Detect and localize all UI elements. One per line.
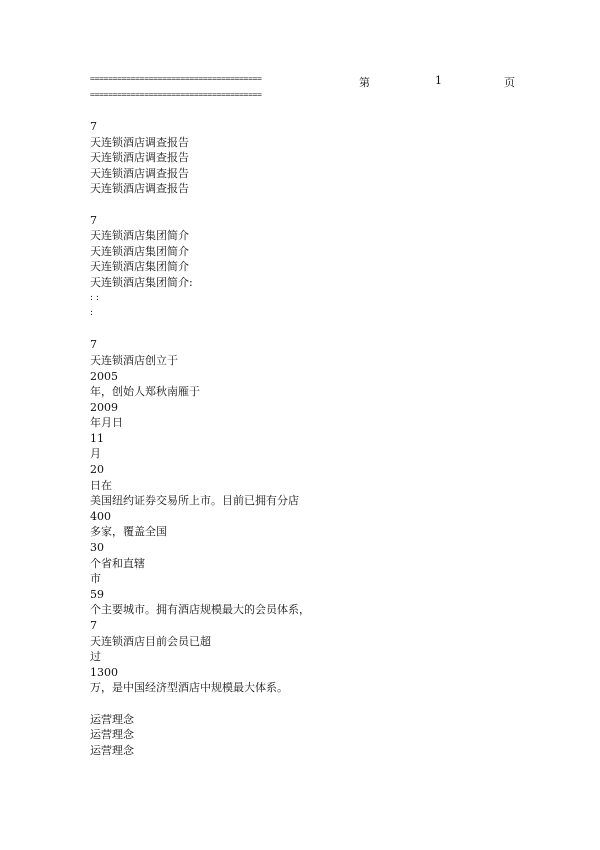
text-block	[90, 712, 530, 759]
text-line: 天连锁酒店调查报告	[90, 151, 189, 165]
header-rule-top: ======================================	[90, 74, 262, 83]
text-line: 天连锁酒店调查报告	[90, 166, 189, 180]
text-line: 过	[90, 650, 101, 664]
text-line: 运营理念	[90, 712, 134, 726]
text-block	[90, 337, 530, 696]
text-line: 20	[90, 463, 104, 477]
text-line: 天连锁酒店创立于	[90, 353, 178, 367]
text-line: 1300	[90, 665, 118, 679]
text-line: 30	[90, 541, 104, 555]
page-label-prefix: 第	[359, 76, 370, 89]
paragraph-gap	[90, 197, 530, 213]
text-line: 天连锁酒店调查报告	[90, 135, 189, 149]
paragraph-gap	[90, 322, 530, 338]
text-line: 7	[90, 213, 97, 227]
text-line: 7	[90, 120, 97, 133]
text-line: 天连锁酒店目前会员已超	[90, 634, 211, 648]
page-label-suffix: 页	[504, 76, 515, 89]
text-line: 运营理念	[90, 728, 134, 742]
text-line: :	[90, 308, 94, 319]
text-line: 天连锁酒店集团简介:	[90, 275, 193, 289]
header-rule-bottom: ======================================	[90, 90, 262, 99]
text-line: 400	[90, 509, 111, 523]
text-line: 2009	[90, 400, 118, 414]
text-line: : :	[90, 292, 99, 303]
page-header	[90, 74, 515, 106]
page-number: 1	[435, 74, 442, 87]
text-line: 个主要城市。拥有酒店规模最大的会员体系，	[90, 603, 310, 617]
text-line: 年，创始人郑秋南雁于	[90, 385, 200, 399]
document-body	[90, 119, 530, 758]
text-line: 万，是中国经济型酒店中规模最大体系。	[90, 681, 288, 695]
text-line: 天连锁酒店集团简介	[90, 244, 189, 258]
text-line: 运营理念	[90, 743, 134, 757]
text-block	[90, 213, 530, 322]
text-line: 市	[90, 572, 101, 586]
text-line: 2005	[90, 369, 118, 383]
text-block	[90, 119, 530, 197]
text-line: 天连锁酒店调查报告	[90, 182, 189, 196]
text-line: 月	[90, 447, 101, 461]
text-line: 11	[90, 431, 104, 445]
text-line: 天连锁酒店集团简介	[90, 260, 189, 274]
text-line: 7	[90, 619, 97, 632]
text-line: 美国纽约证券交易所上市。目前已拥有分店	[90, 494, 299, 508]
paragraph-gap	[90, 696, 530, 712]
text-line: 天连锁酒店集团简介	[90, 229, 189, 243]
text-line: 多家，覆盖全国	[90, 525, 167, 539]
text-line: 7	[90, 338, 97, 352]
text-line: 年月日	[90, 416, 123, 430]
text-line: 日在	[90, 478, 112, 492]
text-line: 个省和直辖	[90, 556, 145, 570]
text-line: 59	[90, 587, 104, 601]
